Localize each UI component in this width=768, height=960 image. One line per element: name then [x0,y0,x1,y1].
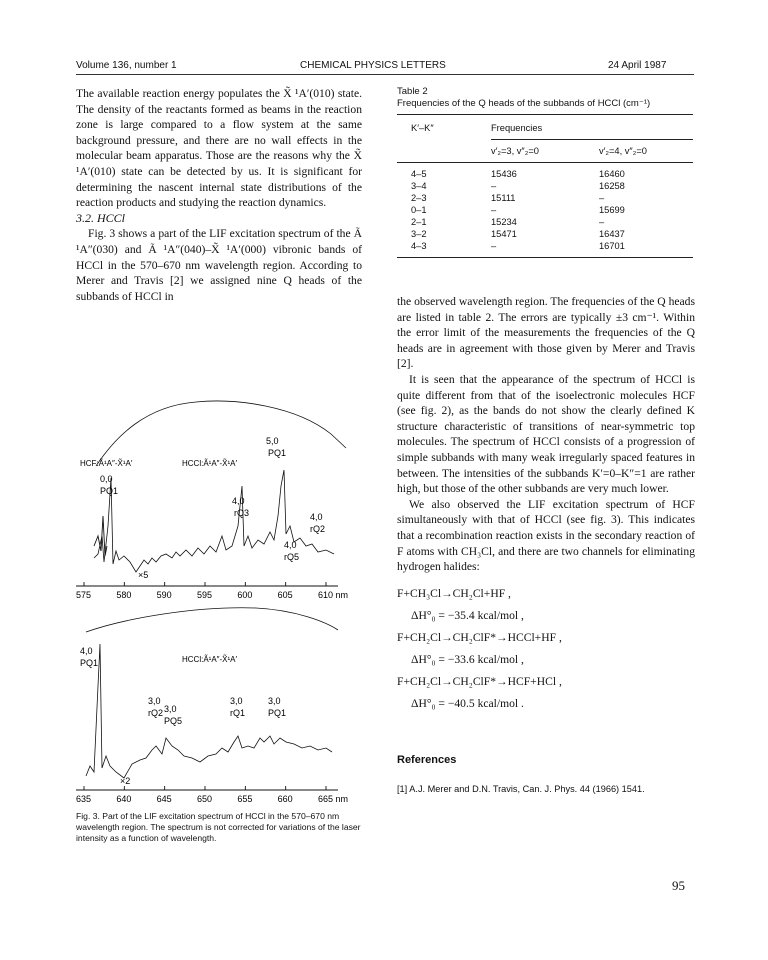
axis-tick-label: 640 [116,794,132,804]
table-row [397,216,693,228]
col-frequencies-header: Frequencies [491,123,543,133]
table-cell-v3: – [491,205,497,215]
axis-tick-label: 660 [277,794,293,804]
table-cell-v4: – [599,217,605,227]
spectrum-trace-bottom [86,644,332,778]
peak-label-top-1 [100,474,118,496]
peak-label-bottom-2 [148,696,163,718]
col-v3-header: v′₂=3, v″₂=0 [491,140,599,163]
table-cell-k: 4–3 [411,241,427,251]
frequencies-table [397,114,693,258]
axis-tick-label: 645 [156,794,172,804]
right-column [397,294,695,798]
references-heading: References [397,753,457,766]
table-cell-v4: 16701 [599,241,625,251]
table-row [397,180,693,192]
equation-2: F+CH₂Cl→CH₂ClF*→HCCl+HF , [397,630,562,644]
svg-text:rQ2: rQ2 [310,524,326,534]
gain-label-top: ×5 [138,570,149,580]
table-cell-v3: 15471 [491,229,517,239]
laser-power-curve-bottom [86,608,338,632]
svg-text:PQ1: PQ1 [268,448,287,458]
peak-label-bottom-5 [268,696,286,718]
axis-tick-label: 575 [76,590,92,600]
svg-text:PQ1: PQ1 [268,708,287,718]
svg-text:0,0: 0,0 [100,474,113,484]
band-label-hcf: HCF:Ã¹A″-X̃¹A′ [80,459,133,468]
band-label-hccl-top: HCCl:Ã¹A″-X̃¹A′ [182,459,237,468]
axis-tick-label: 605 [277,590,293,600]
figure-caption: Fig. 3. Part of the LIF excitation spectrum of HCCl in the 570–670 nm wavelength region. The spectrum is not corrected for variations of the laser intensity as a function of wavelength. [76,811,361,843]
laser-power-curve-top [96,401,346,466]
table-cell-k: 0–1 [411,205,427,215]
peak-label-bottom-4 [230,696,245,718]
table-cell-v3: 15111 [491,193,516,203]
svg-text:rQ2: rQ2 [148,708,164,718]
table-cell-k: 3–4 [411,181,427,191]
right-paragraph-1: the observed wavelength region. The frequencies of the Q heads are listed in table 2. The errors are typically ±3 cm⁻¹. Within the error limit of the measurements the frequencies of the Q heads are in agreement with those given by Merer and Travis [2]. [397,295,695,371]
table-cell-v4: 16437 [599,229,625,239]
table-row [397,192,693,204]
svg-text:PQ5: PQ5 [164,716,183,726]
peak-label-top-3 [266,436,286,458]
equation-1: F+CH₃Cl→CH₂Cl+HF , [397,586,511,600]
table-subheader-row [397,140,693,163]
svg-text:4,0: 4,0 [310,512,323,522]
table-cell-k: 4–5 [411,169,427,179]
svg-text:3,0: 3,0 [164,704,177,714]
table-cell-v4: 16258 [599,181,625,191]
svg-text:3,0: 3,0 [268,696,281,706]
right-paragraph-2: It is seen that the appearance of the spectrum of HCCl is quite different from that of the isoelectronic molecules HCF (see fig. 2), as the bands do not show the clearly defined K structure characteristic of transitions of near-symmetric top molecules. The spectrum of HCCl consists of a progression of simple subbands with many weak irregularly spaced features in between. The intensities of the subbands K′=0–K″=1 are rather high, but those of the other subbands are very much lower. [397,372,695,496]
svg-text:PQ1: PQ1 [100,486,119,496]
table-cell-k: 2–1 [411,217,427,227]
svg-text:3,0: 3,0 [230,696,243,706]
axis-tick-label: 595 [197,590,213,600]
table-row [397,240,693,258]
table-row [397,204,693,216]
svg-text:rQ3: rQ3 [234,508,250,518]
peak-label-top-5 [310,512,325,534]
right-paragraph-3: We also observed the LIF excitation spectrum of HCF simultaneously with that of HCCl (see fig. 3). This indicates that a recombination reaction exists in the secondary reaction of F atoms with CH₃Cl, and there are two channels for eliminating hydrogen halides: [397,497,695,574]
table-cell-v3: 15234 [491,217,517,227]
header-rule [76,74,694,75]
svg-text:3,0: 3,0 [148,696,161,706]
table-row [397,163,693,181]
svg-text:4,0: 4,0 [80,646,93,656]
spectrum-bottom-panel [76,608,338,790]
table-title: Table 2 [397,86,428,97]
left-column [76,86,362,304]
svg-text:PQ1: PQ1 [80,658,99,668]
table-cell-k: 2–3 [411,193,427,203]
table-cell-v4: – [599,193,605,203]
table-cell-v3: – [491,181,497,191]
equation-3-enthalpy: ΔH°₀ = −40.5 kcal/mol . [411,696,524,710]
section-heading: 3.2. HCCl [76,210,126,225]
issue-date: 24 April 1987 [608,60,667,71]
table-cell-v4: 15699 [599,205,625,215]
equation-1-enthalpy: ΔH°₀ = −35.4 kcal/mol , [411,608,524,622]
reaction-equations [397,583,695,715]
axis-tick-label: 655 [237,794,253,804]
table-title-block [397,86,650,110]
peak-label-top-4 [284,540,299,562]
table-cell-v3: – [491,241,497,251]
reference-1: [1] A.J. Merer and D.N. Travis, Can. J. Phys. 44 (1966) 1541. [397,784,645,795]
equation-2-enthalpy: ΔH°₀ = −33.6 kcal/mol , [411,652,524,666]
col-v4-header: v′₂=4, v″₂=0 [599,140,693,163]
axis-tick-label: 650 [197,794,213,804]
page-number: 95 [672,878,685,893]
peak-label-top-2 [232,496,249,518]
axis-tick-label: 590 [156,590,172,600]
svg-text:4,0: 4,0 [232,496,245,506]
table-subtitle: Frequencies of the Q heads of the subbands of HCCl (cm⁻¹) [397,98,651,109]
svg-text:rQ1: rQ1 [230,708,246,718]
table-cell-v3: 15436 [491,169,517,179]
svg-text:4,0: 4,0 [284,540,297,550]
volume-label: Volume 136, number 1 [76,60,177,71]
gain-label-bottom: ×2 [120,776,131,786]
svg-text:rQ5: rQ5 [284,552,300,562]
axis-tick-label: 635 [76,794,92,804]
table-cell-k: 3–2 [411,229,427,239]
left-paragraph-2: Fig. 3 shows a part of the LIF excitation spectrum of the Ã ¹A″(030) and Ã ¹A″(040)–X̃ ¹A′(000) vibronic bands of HCCl in the 570–670 nm wavelength region. According to Merer and Travis [2] we assigned nine Q heads of the subbands of HCCl in [76,227,362,303]
table-row [397,228,693,240]
equation-3: F+CH₂Cl→CH₂ClF*→HCF+HCl , [397,674,562,688]
band-label-hccl-bottom: HCCl:Ã¹A″-X̃¹A′ [182,655,237,664]
lif-spectrum-figure [76,386,366,804]
axis-tick-label: 665 nm [318,794,349,804]
axis-tick-label: 600 [237,590,253,600]
journal-name: CHEMICAL PHYSICS LETTERS [300,60,446,71]
svg-text:5,0: 5,0 [266,436,279,446]
table-cell-v4: 16460 [599,169,625,179]
peak-label-bottom-1 [80,646,98,668]
axis-tick-label: 610 nm [318,590,349,600]
axis-tick-label: 580 [116,590,132,600]
col-k-header: K′–K″ [411,123,434,134]
left-paragraph-1: The available reaction energy populates the X̃ ¹A′(010) state. The density of the reactants formed as beams in the reaction zone is large compared to a flow system at the same background pressure, and there are no wall effects in the molecular beam apparatus. Those are the reasons why the X̃ ¹A′(010) state can be detected by us. It is significant for determining the nascent internal state distributions of the reaction products and studying the reaction dynamics. [76,87,362,210]
table-header-row [397,115,693,140]
peak-label-bottom-3 [164,704,182,726]
